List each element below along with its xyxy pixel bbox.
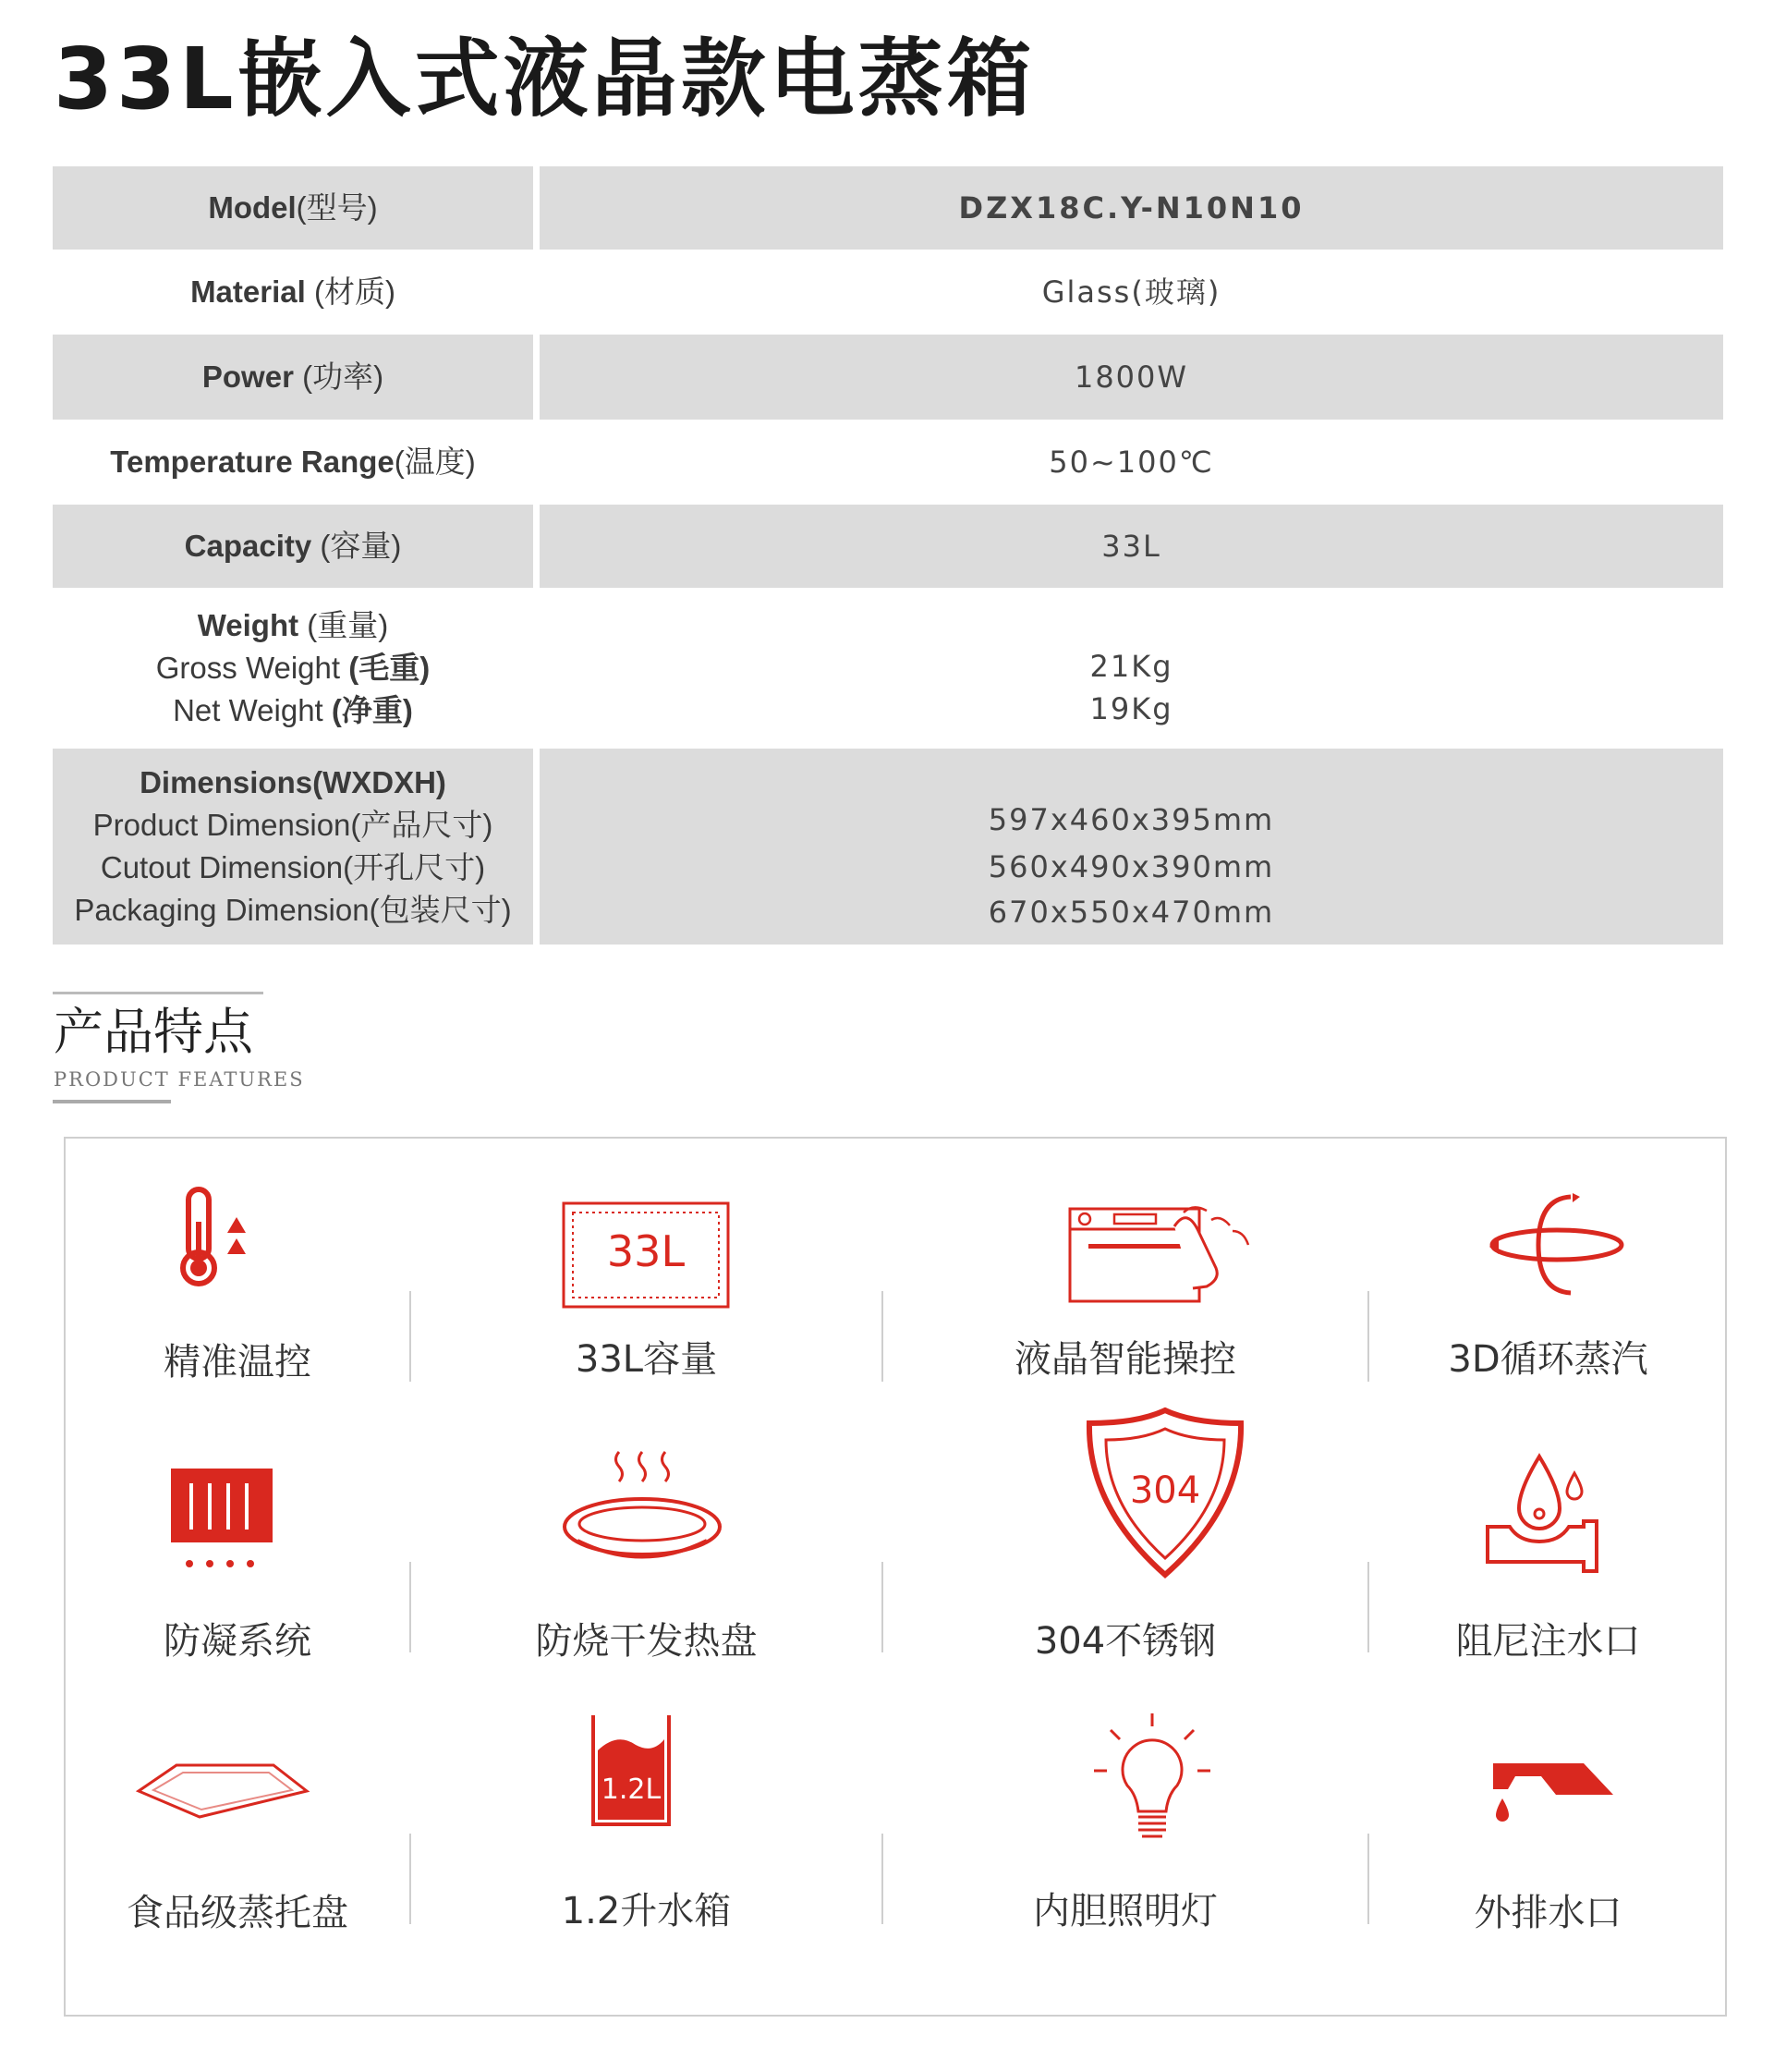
dimensions-label: Dimensions(WXDXH) — [140, 765, 446, 799]
page-title: 33L嵌入式液晶款电蒸箱 — [54, 30, 1036, 128]
drain-outlet-icon — [1488, 1758, 1617, 1832]
capacity-icon-text: 33L — [606, 1226, 686, 1276]
net-weight-value: 19Kg — [1089, 691, 1173, 726]
product-dimension-label: Product Dimension(产品尺寸) — [92, 808, 493, 842]
shield-icon-text: 304 — [1129, 1469, 1201, 1512]
light-bulb-icon — [1092, 1712, 1212, 1846]
heading-rule-bottom — [53, 1100, 171, 1103]
water-tank-icon — [589, 1713, 673, 1829]
spec-row-power — [53, 335, 1723, 420]
feature-33l-capacity — [411, 1139, 881, 1407]
feature-304-stainless — [883, 1416, 1367, 1684]
tank-icon-text: 1.2L — [601, 1773, 662, 1806]
temperature-label: Temperature Range(温度) — [110, 445, 476, 479]
feature-label: 阻尼注水口 — [1455, 1620, 1641, 1663]
model-value: DZX18C.Y-N10N10 — [958, 190, 1305, 225]
power-value: 1800W — [1074, 360, 1189, 395]
feature-damped-water-inlet — [1369, 1416, 1727, 1684]
feature-label: 内胆照明灯 — [1033, 1890, 1218, 1932]
spec-table — [53, 166, 1723, 945]
spec-row-weight — [53, 588, 1723, 749]
water-inlet-icon — [1482, 1453, 1602, 1578]
cutout-dimension-label: Cutout Dimension(开孔尺寸) — [100, 850, 486, 884]
steam-tray-icon — [135, 1760, 310, 1824]
features-panel — [64, 1137, 1727, 2017]
capacity-value: 33L — [1101, 529, 1161, 564]
spec-row-temperature — [53, 420, 1723, 505]
feature-anti-condensation — [66, 1416, 409, 1684]
packaging-dimension-value: 670x550x470mm — [988, 895, 1275, 930]
model-label: Model(型号) — [208, 190, 378, 225]
temperature-value: 50~100℃ — [1049, 445, 1214, 480]
power-label: Power (功率) — [201, 360, 384, 394]
stainless-304-shield-icon — [1082, 1405, 1248, 1580]
heading-rule-top — [53, 992, 263, 994]
gross-weight-label: Gross Weight (毛重) — [155, 651, 431, 685]
feature-heating-plate — [411, 1416, 881, 1684]
feature-label: 精准温控 — [164, 1341, 311, 1383]
heating-plate-icon — [559, 1448, 725, 1573]
feature-label: 液晶智能操控 — [1015, 1338, 1236, 1381]
cutout-dimension-value: 560x490x390mm — [988, 849, 1275, 884]
spec-row-capacity — [53, 505, 1723, 588]
feature-interior-light — [883, 1686, 1367, 1991]
feature-label: 防凝系统 — [164, 1620, 311, 1663]
feature-label: 3D循环蒸汽 — [1448, 1338, 1648, 1381]
feature-label: 304不锈钢 — [1034, 1620, 1217, 1663]
features-subtitle: PRODUCT FEATURES — [54, 1068, 305, 1091]
spec-row-material — [53, 250, 1723, 335]
feature-label: 食品级蒸托盘 — [127, 1892, 348, 1934]
feature-label: 防烧干发热盘 — [535, 1620, 758, 1663]
features-title: 产品特点 — [54, 1003, 253, 1061]
thermometer-icon — [172, 1185, 260, 1291]
spec-row-model — [53, 166, 1723, 250]
material-value: Glass(玻璃) — [1041, 274, 1221, 310]
product-dimension-value: 597x460x395mm — [988, 802, 1275, 837]
feature-lcd-control — [883, 1139, 1367, 1407]
net-weight-label: Net Weight (净重) — [173, 693, 413, 727]
capacity-33l-icon — [562, 1201, 730, 1309]
touch-control-icon — [1068, 1203, 1262, 1310]
material-label: Material (材质) — [190, 274, 395, 309]
feature-precise-temperature — [66, 1139, 409, 1407]
3d-circulation-icon — [1488, 1189, 1626, 1300]
capacity-label: Capacity (容量) — [184, 529, 402, 563]
spec-row-dimensions — [53, 749, 1723, 945]
feature-label: 外排水口 — [1474, 1892, 1622, 1934]
feature-label: 33L容量 — [575, 1338, 718, 1381]
gross-weight-value: 21Kg — [1089, 649, 1173, 684]
anti-condensation-icon — [169, 1467, 275, 1573]
feature-food-grade-tray — [66, 1686, 409, 1991]
packaging-dimension-label: Packaging Dimension(包装尺寸) — [74, 893, 512, 927]
weight-label: Weight (重量) — [197, 608, 389, 642]
feature-3d-steam — [1369, 1139, 1727, 1407]
feature-water-tank — [411, 1686, 881, 1991]
feature-label: 1.2升水箱 — [561, 1890, 732, 1932]
feature-external-drain — [1369, 1686, 1727, 1991]
